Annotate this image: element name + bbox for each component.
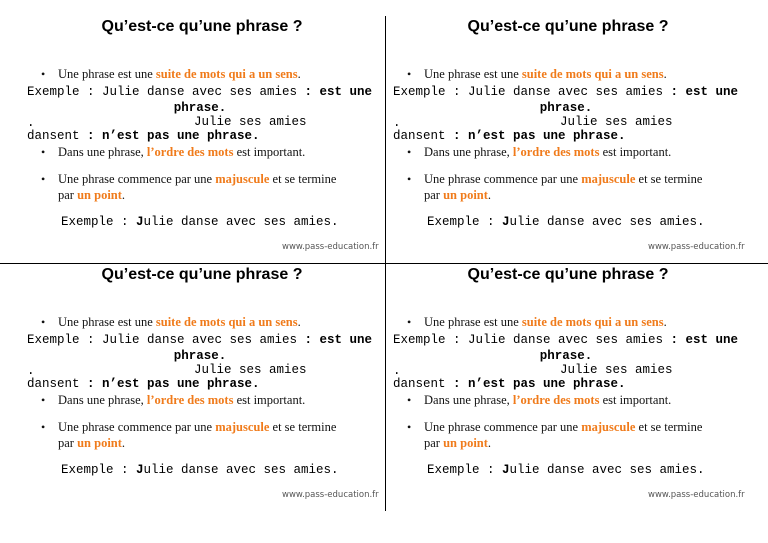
example-dot: . — [393, 116, 401, 130]
footer-url: www.pass-education.fr — [282, 490, 379, 500]
example-dansent: dansent : n’est pas une phrase. — [393, 129, 626, 143]
footer-url: www.pass-education.fr — [648, 490, 745, 500]
final-example: Exemple : Julie danse avec ses amies. — [427, 215, 705, 229]
card-title: Qu’est-ce qu’une phrase ? — [101, 18, 303, 35]
card-top-left — [22, 14, 382, 259]
card-top-right — [388, 14, 748, 259]
example-dansent: dansent : n’est pas une phrase. — [27, 377, 260, 391]
card-bottom-right — [388, 262, 748, 507]
example-julie: Julie ses amies — [560, 363, 673, 377]
bullet-capital: • Une phrase commence par une majuscule et se termine par un point. — [58, 171, 348, 203]
example-julie: Julie ses amies — [194, 363, 307, 377]
bullet-capital: • Une phrase commence par une majuscule et se termine par un point. — [424, 171, 714, 203]
bullet-definition: • Une phrase est une suite de mots qui a un sens. — [58, 66, 378, 82]
card-title: Qu’est-ce qu’une phrase ? — [467, 18, 669, 35]
example-dot: . — [27, 116, 35, 130]
example-line-2: phrase. — [173, 101, 227, 115]
final-example: Exemple : Julie danse avec ses amies. — [427, 463, 705, 477]
bullet-definition: • Une phrase est une suite de mots qui a un sens. — [58, 314, 378, 330]
bullet-order: • Dans une phrase, l’ordre des mots est important. — [424, 392, 744, 408]
bullet-definition: • Une phrase est une suite de mots qui a un sens. — [424, 314, 744, 330]
example-line-1: Exemple : Julie danse avec ses amies : est une — [27, 85, 373, 99]
bullet-definition: • Une phrase est une suite de mots qui a un sens. — [424, 66, 744, 82]
card-bottom-left — [22, 262, 382, 507]
example-line-1: Exemple : Julie danse avec ses amies : est une — [393, 333, 739, 347]
example-line-2: phrase. — [539, 349, 593, 363]
example-dansent: dansent : n’est pas une phrase. — [27, 129, 260, 143]
card-title: Qu’est-ce qu’une phrase ? — [467, 266, 669, 283]
card-title: Qu’est-ce qu’une phrase ? — [101, 266, 303, 283]
example-dot: . — [393, 364, 401, 378]
example-dot: . — [27, 364, 35, 378]
final-example: Exemple : Julie danse avec ses amies. — [61, 215, 339, 229]
final-example: Exemple : Julie danse avec ses amies. — [61, 463, 339, 477]
example-dansent: dansent : n’est pas une phrase. — [393, 377, 626, 391]
example-line-1: Exemple : Julie danse avec ses amies : est une — [393, 85, 739, 99]
bullet-order: • Dans une phrase, l’ordre des mots est important. — [424, 144, 744, 160]
footer-url: www.pass-education.fr — [282, 242, 379, 252]
example-line-1: Exemple : Julie danse avec ses amies : est une — [27, 333, 373, 347]
example-line-2: phrase. — [539, 101, 593, 115]
example-julie: Julie ses amies — [560, 115, 673, 129]
bullet-capital: • Une phrase commence par une majuscule et se termine par un point. — [424, 419, 714, 451]
footer-url: www.pass-education.fr — [648, 242, 745, 252]
bullet-capital: • Une phrase commence par une majuscule et se termine par un point. — [58, 419, 348, 451]
bullet-order: • Dans une phrase, l’ordre des mots est important. — [58, 144, 378, 160]
bullet-order: • Dans une phrase, l’ordre des mots est important. — [58, 392, 378, 408]
example-julie: Julie ses amies — [194, 115, 307, 129]
example-line-2: phrase. — [173, 349, 227, 363]
